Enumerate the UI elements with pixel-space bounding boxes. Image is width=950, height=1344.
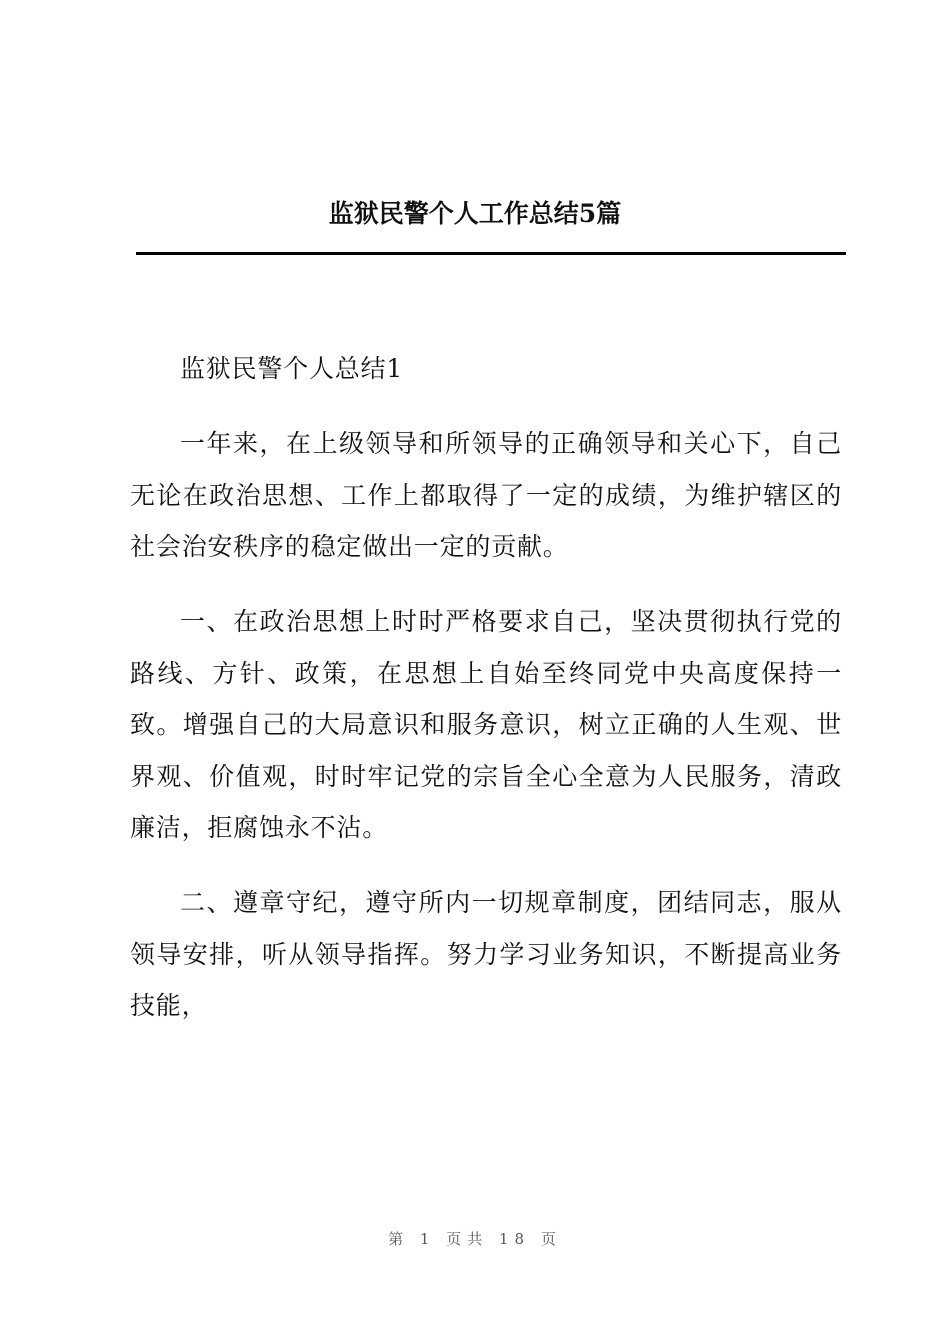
body-paragraph: 一、在政治思想上时时严格要求自己，坚决贯彻执行党的路线、方针、政策，在思想上自始至终同党中央高度保持一致。增强自己的大局意识和服务意识，树立正确的人生观、世界观、价值观，时时牢记党的宗旨全心全意为人民服务，清政廉洁，拒腐蚀永不沾。	[130, 607, 842, 842]
document-title: 监狱民警个人工作总结5篇	[328, 199, 622, 228]
document-body	[130, 343, 842, 1055]
section-heading: 监狱民警个人总结1	[180, 354, 404, 383]
body-paragraph: 一年来，在上级领导和所领导的正确领导和关心下，自己无论在政治思想、工作上都取得了一定的成绩，为维护辖区的社会治安秩序的稳定做出一定的贡献。	[130, 429, 842, 561]
title-underline-rule	[136, 252, 846, 255]
body-paragraph: 二、遵章守纪，遵守所内一切规章制度，团结同志，服从领导安排，听从领导指挥。努力学习业务知识，不断提高业务技能，	[130, 888, 842, 1020]
page-footer	[0, 1227, 950, 1251]
page-number-label: 第 1 页共 18 页	[388, 1230, 562, 1248]
